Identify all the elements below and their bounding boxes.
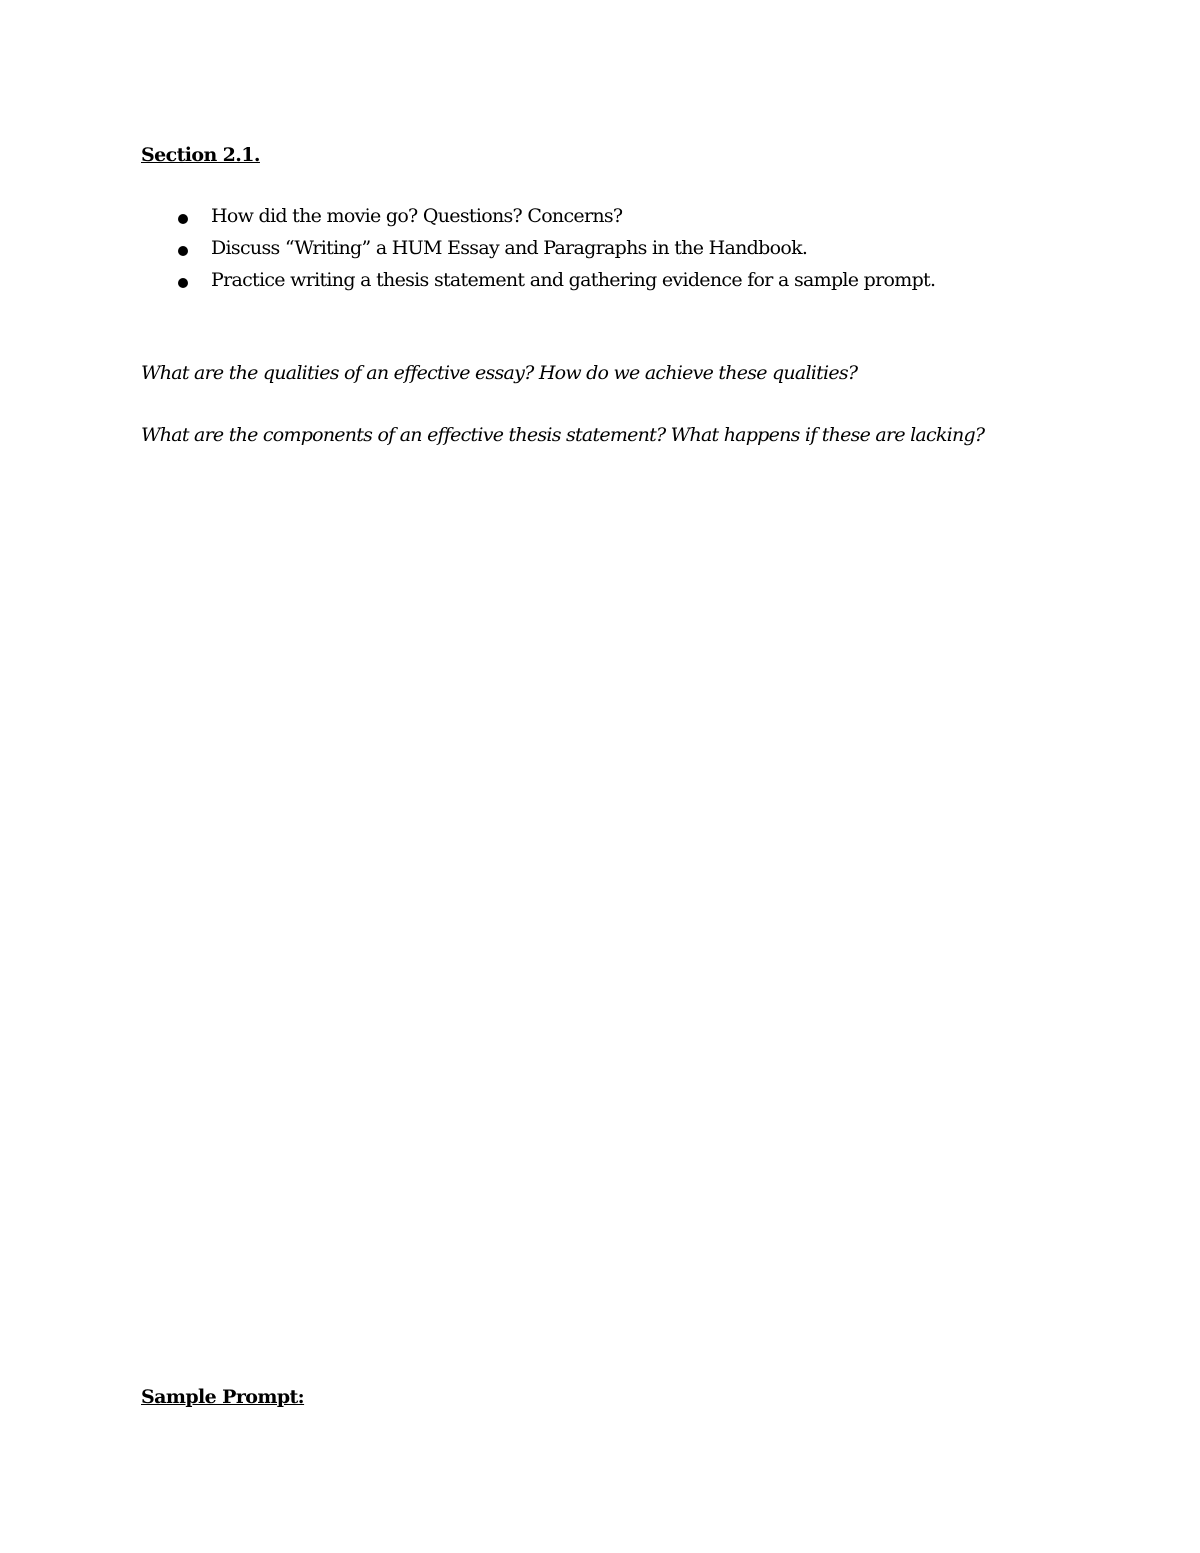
agenda-item-text: Practice writing a thesis statement and gathering evidence for a sample prompt. [211,269,936,291]
section-heading: Section 2.1. [141,144,260,166]
bullet-icon [178,246,188,256]
thesis-components-question: What are the components of an effective thesis statement? What happens if these are lacking? [141,424,985,446]
essay-qualities-question: What are the qualities of an effective essay? How do we achieve these qualities? [141,362,858,384]
bullet-icon [178,214,188,224]
agenda-item-text: How did the movie go? Questions? Concerns? [211,205,623,227]
bullet-icon [178,278,188,288]
sample-prompt-heading: Sample Prompt: [141,1386,305,1408]
agenda-item-text: Discuss “Writing” a HUM Essay and Paragraphs in the Handbook. [211,237,808,259]
